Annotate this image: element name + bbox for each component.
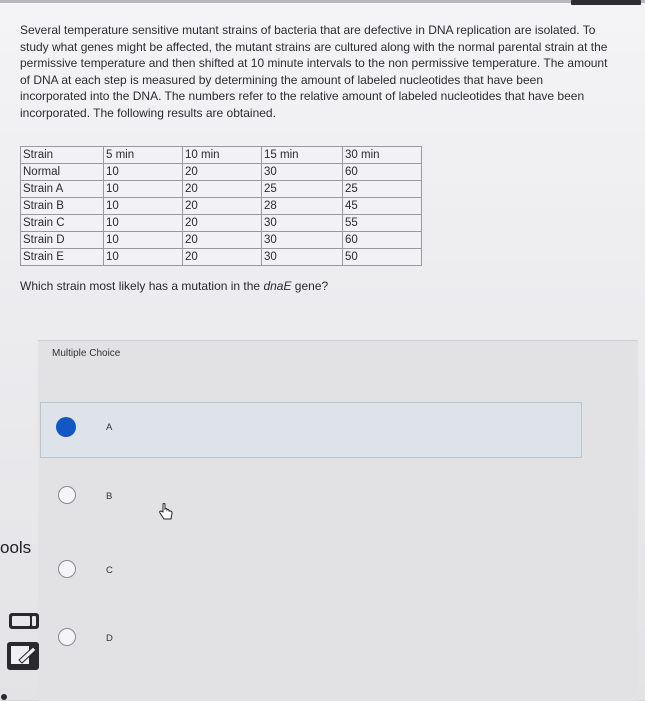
table-row xyxy=(21,249,422,266)
table-cell: 28 xyxy=(262,198,343,215)
option-a-label[interactable]: A xyxy=(106,422,113,433)
table-header-cell: 15 min xyxy=(262,147,343,164)
multiple-choice-panel xyxy=(38,340,638,701)
table-cell: Normal xyxy=(21,164,104,181)
table-cell: Strain B xyxy=(21,198,104,215)
top-right-bar xyxy=(571,0,641,5)
table-cell: Strain E xyxy=(21,249,104,266)
table-row xyxy=(21,215,422,232)
table-cell: 10 xyxy=(104,164,183,181)
option-a-selected-box[interactable] xyxy=(40,402,582,458)
table-cell: 30 xyxy=(262,249,343,266)
hand-pointer-icon xyxy=(156,502,176,522)
results-table xyxy=(20,146,422,266)
table-cell: 20 xyxy=(183,198,262,215)
top-border xyxy=(0,0,645,3)
table-cell: 20 xyxy=(183,215,262,232)
table-cell: 20 xyxy=(183,232,262,249)
question-paragraph: Several temperature sensitive mutant strains of bacteria that are defective in DNA replication are isolated. To study what genes might be affected, the mutant strains are cultured along with the normal parental strain at the permissive temperature and then shifted at 10 minute intervals to the non permissive temperature. The amount of DNA at each step is measured by determining the amount of labeled nucleotides that have been incorporated into the DNA. The numbers refer to the relative amount of labeled nucleotides that have been incorporated. The following results are obtained. xyxy=(20,23,608,120)
option-a-radio[interactable] xyxy=(56,417,76,437)
option-b-label[interactable]: B xyxy=(106,491,113,502)
table-cell: 30 xyxy=(262,232,343,249)
table-cell: 20 xyxy=(183,164,262,181)
table-header-cell: 30 min xyxy=(343,147,422,164)
option-c-label[interactable]: C xyxy=(106,565,113,576)
toggle-icon[interactable] xyxy=(8,611,40,631)
table-header-row xyxy=(21,147,422,164)
table-cell: 45 xyxy=(343,198,422,215)
table-cell: 60 xyxy=(343,232,422,249)
table-row xyxy=(21,181,422,198)
table-cell: 20 xyxy=(183,249,262,266)
question-prompt xyxy=(20,279,328,293)
table-cell: 10 xyxy=(104,249,183,266)
option-c-radio[interactable] xyxy=(58,560,76,578)
table-row xyxy=(21,164,422,181)
table-cell: 10 xyxy=(104,215,183,232)
table-cell: 20 xyxy=(183,181,262,198)
table-cell: Strain A xyxy=(21,181,104,198)
table-cell: 50 xyxy=(343,249,422,266)
tools-label: ools xyxy=(0,538,32,557)
table-cell: Strain D xyxy=(21,232,104,249)
table-cell: 55 xyxy=(343,215,422,232)
table-cell: 60 xyxy=(343,164,422,181)
option-b-radio[interactable] xyxy=(58,486,76,504)
table-cell: 10 xyxy=(104,198,183,215)
table-cell: 10 xyxy=(104,181,183,198)
multiple-choice-label: Multiple Choice xyxy=(52,348,121,359)
edit-icon[interactable] xyxy=(6,641,40,671)
option-d-label[interactable]: D xyxy=(106,633,113,644)
prompt-text-after: gene? xyxy=(291,279,329,293)
table-header-cell: 10 min xyxy=(183,147,262,164)
table-header-cell: Strain xyxy=(21,147,104,164)
table-row xyxy=(21,198,422,215)
table-cell: 30 xyxy=(262,164,343,181)
circle-icon xyxy=(0,690,10,700)
table-header-cell: 5 min xyxy=(104,147,183,164)
gene-name: dnaE xyxy=(263,279,292,293)
table-cell: 30 xyxy=(262,215,343,232)
table-row xyxy=(21,232,422,249)
option-d-radio[interactable] xyxy=(58,628,76,646)
table-cell: Strain C xyxy=(21,215,104,232)
table-cell: 10 xyxy=(104,232,183,249)
prompt-text-before: Which strain most likely has a mutation in the xyxy=(20,279,264,293)
table-cell: 25 xyxy=(262,181,343,198)
table-cell: 25 xyxy=(343,181,422,198)
